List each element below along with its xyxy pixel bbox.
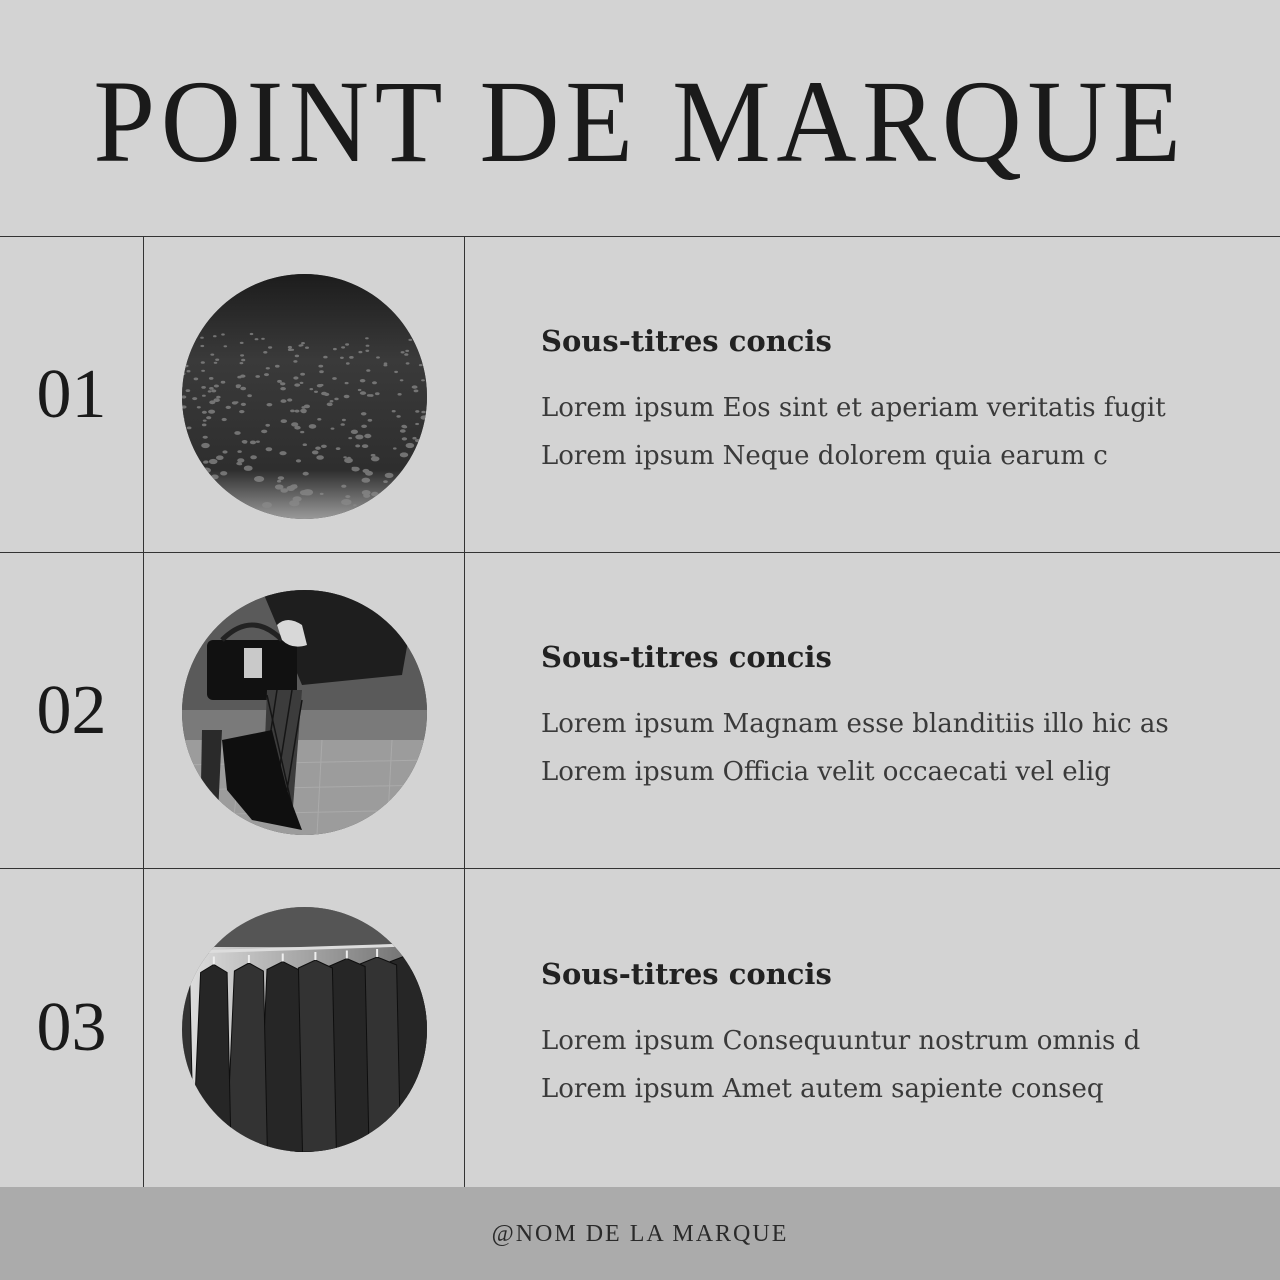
item-text-line: Lorem ipsum Amet autem sapiente conseq [541,1074,1104,1104]
feature-grid [0,236,1280,1187]
item-text-line: Lorem ipsum Consequuntur nostrum omnis d [541,1026,1141,1056]
item-text-line: Lorem ipsum Neque dolorem quia earum c [541,441,1108,471]
item-text-line: Lorem ipsum Eos sint et aperiam veritatis fugit [541,393,1166,423]
feature-row [0,237,1280,553]
item-number: 01 [36,356,107,433]
page-title: POINT DE MARQUE [93,56,1187,187]
water-droplets-image [182,274,427,519]
footer-bar [0,1187,1280,1280]
item-subtitle: Sous-titres concis [541,640,832,674]
item-subtitle: Sous-titres concis [541,957,832,991]
item-number: 02 [36,672,107,749]
item-text-line: Lorem ipsum Magnam esse blanditiis illo hic as [541,709,1169,739]
suit-rack-image [182,907,427,1152]
item-text-line: Lorem ipsum Officia velit occaecati vel elig [541,757,1111,787]
fashion-image [182,590,427,835]
brand-handle: @NOM DE LA MARQUE [491,1221,789,1247]
item-subtitle: Sous-titres concis [541,324,832,358]
item-number: 03 [36,989,107,1066]
feature-row [0,870,1280,1187]
feature-row [0,553,1280,869]
